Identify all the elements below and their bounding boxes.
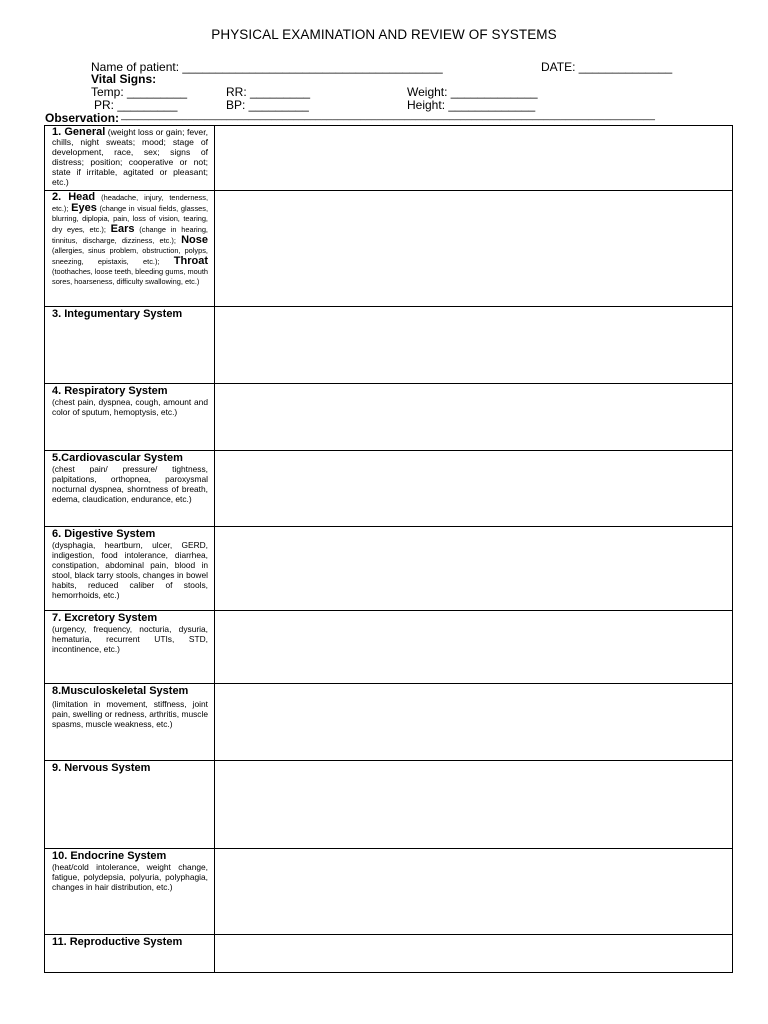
nose-heading: Nose <box>181 234 208 246</box>
musculoskeletal-heading: 8.Musculoskeletal System <box>52 685 189 697</box>
general-desc-inline: (weight loss or gain; <box>107 127 185 137</box>
nervous-heading: 9. Nervous System <box>52 762 151 774</box>
respiratory-desc: (chest pain, dyspnea, cough, amount and color of sputum, hemoptysis, etc.) <box>52 397 208 417</box>
musculoskeletal-desc: (limitation in movement, stiffness, joint pain, swelling or redness, arthritis, muscle spasms, muscle weakness, etc.) <box>52 699 208 729</box>
cardiovascular-label-cell <box>45 451 215 526</box>
respiratory-heading: 4. Respiratory System <box>52 385 168 397</box>
patient-name-field[interactable]: Name of patient: _______________________________________ <box>91 60 443 74</box>
throat-desc: (toothaches, loose teeth, bleeding gums, mouth sores, hoarseness, difficulty swallowing, etc.) <box>52 267 208 286</box>
musculoskeletal-row <box>45 684 732 761</box>
reproductive-heading: 11. Reproductive System <box>52 936 183 948</box>
cardiovascular-row <box>45 451 732 527</box>
integumentary-label-cell <box>45 307 215 383</box>
date-field[interactable]: DATE: ______________ <box>541 60 673 74</box>
observation-field[interactable]: ________________________________________________________________________________________________ <box>121 110 655 121</box>
integumentary-answer-cell[interactable] <box>215 307 732 383</box>
reproductive-label-cell <box>45 935 215 972</box>
head-desc: (headache, injury, tenderness, etc.); <box>52 193 208 213</box>
observation-label: Observation: <box>45 111 120 125</box>
digestive-label-cell <box>45 527 215 610</box>
general-answer-cell[interactable] <box>215 126 732 190</box>
heent-answer-cell[interactable] <box>215 191 732 306</box>
integumentary-row <box>45 307 732 384</box>
excretory-answer-cell[interactable] <box>215 611 732 683</box>
cardiovascular-heading: 5.Cardiovascular System <box>52 452 183 464</box>
general-row <box>45 126 732 191</box>
rr-field[interactable]: RR: _________ <box>226 85 311 99</box>
ears-desc: (change in hearing, tinnitus, discharge, dizziness, etc.); <box>52 225 208 245</box>
reproductive-answer-cell[interactable] <box>215 935 732 972</box>
heent-label-cell <box>45 191 215 306</box>
musculoskeletal-answer-cell[interactable] <box>215 684 732 760</box>
form-title: PHYSICAL EXAMINATION AND REVIEW OF SYSTEMS <box>211 27 557 42</box>
pr-field[interactable]: PR: _________ <box>94 98 178 112</box>
endocrine-desc: (heat/cold intolerance, weight change, fatigue, polydepsia, polyuria, polyphagia, changes in hair distribution, etc.) <box>52 862 208 892</box>
heent-row <box>45 191 732 307</box>
throat-heading: Throat <box>173 255 208 267</box>
eyes-heading: Eyes <box>71 202 97 214</box>
musculoskeletal-label-cell <box>45 684 215 760</box>
digestive-row <box>45 527 732 611</box>
excretory-heading: 7. Excretory System <box>52 612 158 624</box>
reproductive-row <box>45 935 732 972</box>
general-label-cell <box>45 126 215 190</box>
endocrine-row <box>45 849 732 935</box>
endocrine-heading: 10. Endocrine System <box>52 850 167 862</box>
bp-field[interactable]: BP: _________ <box>226 98 309 112</box>
weight-field[interactable]: Weight: _____________ <box>407 85 538 99</box>
general-desc: fever, chills, night sweats; mood; stage of development, race, sex; signs of distress; position; cooperative or not; state if irritable, agitated or pleasant; etc.) <box>52 127 208 187</box>
cardiovascular-desc: (chest pain/ pressure/ tightness, palpitations, orthopnea, paroxysmal nocturnal dyspnea, shorntness of breath, edema, claudication, endurance, etc.) <box>52 464 208 504</box>
nervous-label-cell <box>45 761 215 848</box>
ears-heading: Ears <box>110 223 135 235</box>
digestive-heading: 6. Digestive System <box>52 528 156 540</box>
general-heading: 1. General <box>52 126 106 138</box>
nervous-answer-cell[interactable] <box>215 761 732 848</box>
cardiovascular-answer-cell[interactable] <box>215 451 732 526</box>
respiratory-label-cell <box>45 384 215 450</box>
vital-signs-label: Vital Signs: <box>91 72 157 86</box>
excretory-row <box>45 611 732 684</box>
review-of-systems-table <box>44 125 733 973</box>
head-heading: 2. Head <box>52 191 96 203</box>
digestive-desc: (dysphagia, heartburn, ulcer, GERD, indigestion, food intolerance, diarrhea, constipation, abdominal pain, blood in stool, black tarry stools, changes in bowel habits, reduced caliber of stools, hemorrhoids, etc.) <box>52 540 208 600</box>
excretory-label-cell <box>45 611 215 683</box>
height-field[interactable]: Height: _____________ <box>407 98 536 112</box>
nose-desc: (allergies, sinus problem, obstruction, polyps, sneezing, epistaxis, etc.); <box>52 246 208 266</box>
excretory-desc: (urgency, frequency, nocturia, dysuria, hematuria, recurrent UTIs, STD, incontinence, etc.) <box>52 624 208 654</box>
respiratory-row <box>45 384 732 451</box>
nervous-row <box>45 761 732 849</box>
endocrine-answer-cell[interactable] <box>215 849 732 934</box>
endocrine-label-cell <box>45 849 215 934</box>
temp-field[interactable]: Temp: _________ <box>91 85 188 99</box>
eyes-desc: (change in visual fields, glasses, blurring, diplopia, pain, loss of vision, tearing, dry eyes, etc.); <box>52 204 208 234</box>
respiratory-answer-cell[interactable] <box>215 384 732 450</box>
digestive-answer-cell[interactable] <box>215 527 732 610</box>
integumentary-heading: 3. Integumentary System <box>52 308 183 320</box>
